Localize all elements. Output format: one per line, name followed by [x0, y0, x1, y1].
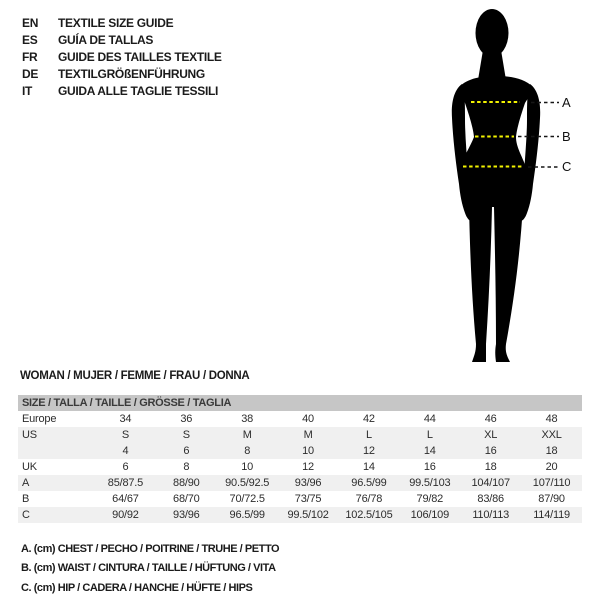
table-cell: 88/90	[173, 477, 200, 489]
table-row	[18, 443, 582, 459]
language-code: DE	[22, 67, 39, 81]
row-label: A	[22, 477, 30, 489]
woman-silhouette-diagram	[410, 0, 600, 380]
table-cell: 83/86	[477, 493, 504, 505]
size-table	[18, 395, 582, 523]
table-cell: 90.5/92.5	[225, 477, 270, 489]
table-cell: M	[242, 429, 252, 441]
table-cell: 16	[423, 461, 436, 473]
table-cell: XXL	[541, 429, 562, 441]
table-cell: 90/92	[112, 509, 139, 521]
table-cell: S	[182, 429, 190, 441]
language-code: FR	[22, 50, 38, 64]
table-cell: 104/107	[471, 477, 510, 489]
measurement-legend	[21, 540, 279, 598]
language-title-list	[22, 15, 222, 100]
table-cell: 18	[545, 445, 558, 457]
table-cell: 4	[122, 445, 129, 457]
table-cell: XL	[484, 429, 498, 441]
table-cell: 73/75	[294, 493, 322, 505]
table-cell: 14	[363, 461, 375, 473]
table-header: SIZE / TALLA / TAILLE / GRÖSSE / TAGLIA	[18, 395, 582, 411]
table-cell: 64/67	[112, 493, 139, 505]
guide-title: GUÍA DE TALLAS	[58, 33, 154, 47]
table-cell: 99.5/102	[287, 509, 329, 521]
table-cell: 106/109	[410, 509, 449, 521]
table-cell: 10	[241, 461, 254, 473]
table-cell: 46	[484, 413, 497, 425]
table-cell: 70/72.5	[229, 493, 265, 505]
marker-a-label: A	[562, 95, 571, 110]
table-cell: 6	[183, 445, 190, 457]
table-cell: 40	[302, 413, 314, 425]
row-label: C	[22, 509, 30, 521]
table-cell: 99.5/103	[409, 477, 451, 489]
list-item	[22, 83, 222, 100]
table-cell: 38	[241, 413, 254, 425]
guide-title: GUIDE DES TAILLES TEXTILE	[58, 50, 222, 64]
table-row	[18, 427, 582, 443]
table-cell: 8	[244, 445, 251, 457]
row-label	[18, 443, 95, 459]
row-label: Europe	[22, 413, 57, 425]
legend-waist: B. (cm) WAIST / CINTURA / TAILLE / HÜFTUNG / VITA	[21, 562, 276, 575]
table-cell: 107/110	[532, 477, 571, 489]
table-row	[18, 411, 582, 427]
table-cell: 93/96	[294, 477, 322, 489]
list-item	[22, 49, 222, 66]
table-cell: 16	[484, 445, 497, 457]
table-cell: 8	[183, 461, 190, 473]
table-cell: S	[121, 429, 129, 441]
table-cell: 42	[363, 413, 375, 425]
table-cell: M	[303, 429, 313, 441]
list-item	[22, 32, 222, 49]
table-cell: 10	[302, 445, 314, 457]
table-cell: 6	[122, 461, 129, 473]
table-cell: 18	[484, 461, 497, 473]
table-cell: 12	[302, 461, 314, 473]
table-cell: 85/87.5	[107, 477, 144, 489]
table-cell: 76/78	[355, 493, 383, 505]
marker-c-label: C	[562, 159, 572, 174]
table-cell: 96.5/99	[351, 477, 387, 489]
marker-b-label: B	[562, 129, 571, 144]
table-cell: 20	[545, 461, 558, 473]
table-cell: L	[365, 429, 372, 441]
table-cell: 102.5/105	[345, 509, 393, 521]
table-cell: 44	[423, 413, 436, 425]
section-title: WOMAN / MUJER / FEMME / FRAU / DONNA	[20, 370, 250, 382]
guide-title: TEXTILE SIZE GUIDE	[58, 16, 174, 30]
table-cell: 34	[119, 413, 132, 425]
table-cell: 48	[545, 413, 558, 425]
table-cell: 87/90	[538, 493, 565, 505]
table-cell: 93/96	[173, 509, 200, 521]
table-cell: 110/113	[472, 509, 510, 521]
language-code: IT	[22, 84, 33, 98]
list-item	[22, 66, 222, 83]
table-cell: 96.5/99	[229, 509, 265, 521]
table-cell: 68/70	[173, 493, 200, 505]
table-cell: 36	[180, 413, 193, 425]
table-row	[18, 459, 582, 475]
table-cell: L	[426, 429, 433, 441]
guide-title: TEXTILGRÖßENFÜHRUNG	[58, 67, 205, 81]
guide-title: GUIDA ALLE TAGLIE TESSILI	[58, 84, 219, 98]
legend-chest: A. (cm) CHEST / PECHO / POITRINE / TRUHE / PETTO	[21, 543, 280, 555]
list-item	[22, 15, 222, 32]
table-cell: 114/119	[533, 509, 570, 521]
table-cell: 79/82	[416, 493, 444, 505]
row-label: UK	[22, 461, 37, 473]
table-cell: 12	[363, 445, 375, 457]
table-row	[18, 475, 582, 491]
table-row	[18, 491, 582, 507]
language-code: ES	[22, 33, 38, 47]
language-code: EN	[22, 16, 39, 30]
table-cell: 14	[423, 445, 436, 457]
legend-hip: C. (cm) HIP / CADERA / HANCHE / HÜFTE / HIPS	[21, 581, 253, 594]
row-label: B	[22, 493, 30, 505]
row-label: US	[22, 429, 37, 441]
table-row	[18, 507, 582, 523]
